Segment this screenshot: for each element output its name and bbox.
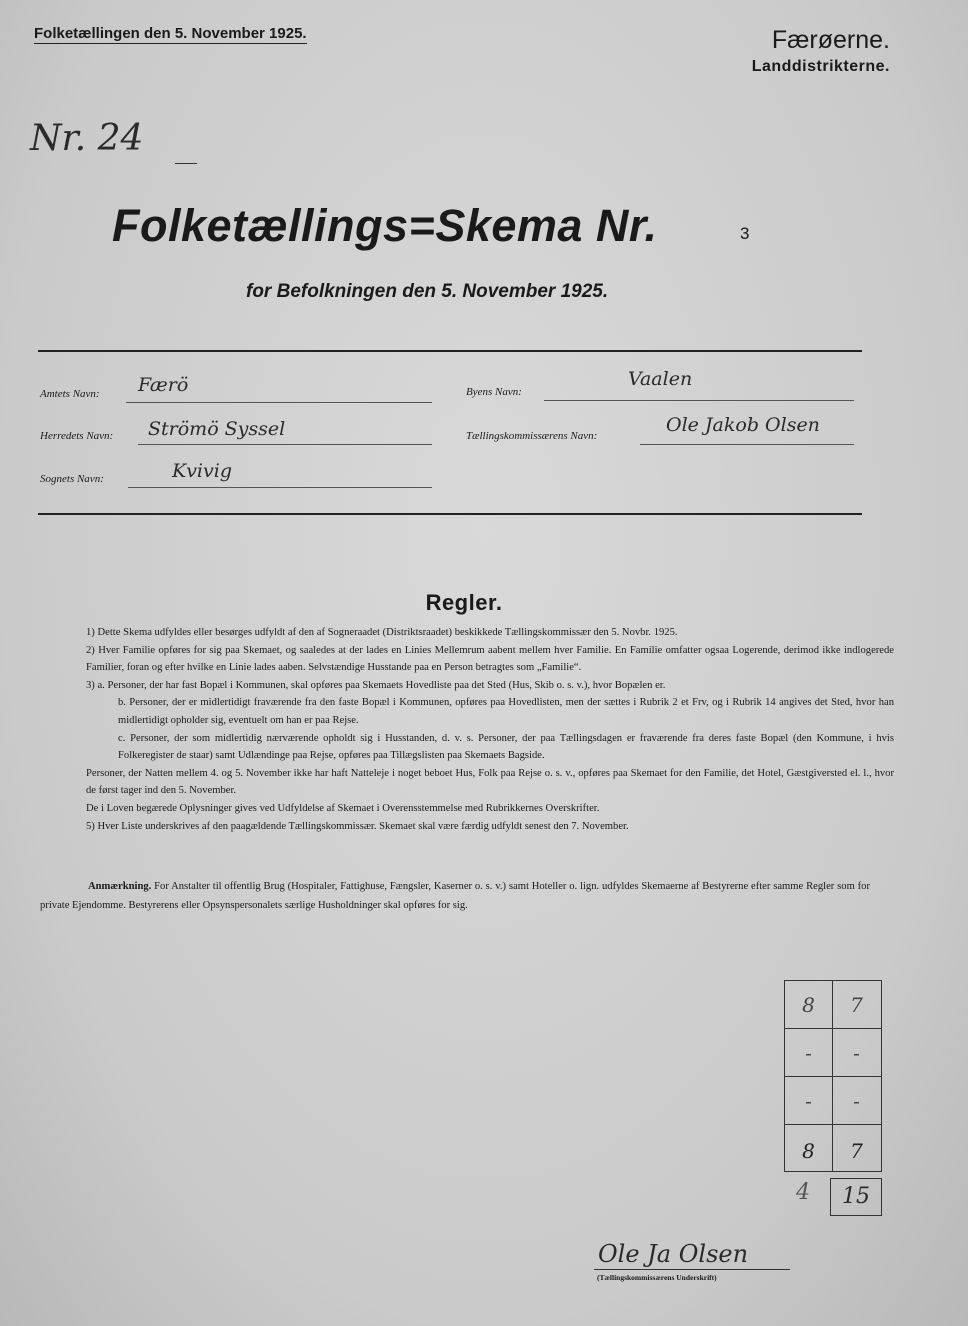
herred-line	[138, 444, 432, 445]
divider-bottom	[38, 513, 862, 515]
tally-row-line	[785, 1124, 881, 1125]
amt-value: Færö	[138, 374, 189, 396]
tally-extra-box	[830, 1178, 882, 1216]
sogn-value: Kvivig	[172, 460, 232, 482]
rule-1: 1) Dette Skema udfyldes eller besørges udfyldt af den af Sogneraadet (Distriktsraadet) beskikkede Tællingskommissær den 5. Novbr. 1925.	[86, 627, 678, 638]
rule-4b: De i Loven begærede Oplysninger gives ved Udfyldelse af Skemaet i Overensstemmelse med Rubrikkernes Overskrifter.	[86, 802, 600, 814]
document-number-underline	[175, 163, 197, 164]
signature-caption: (Tællingskommissærens Underskrift)	[597, 1273, 717, 1282]
rule-3c: c. Personer, der som midlertidig nærværende opholdt sig i Husstanden, d. v. s. Personer, der paa Tællingsdagen er fraværende fra deres faste Bopæl (den Kommune, i hvis Folkeregister de staar) samt Udlændinge paa Rejse, opføres paa Tillægslisten paa Skemaets Bagside.	[118, 732, 894, 762]
tally-cell: 7	[850, 993, 863, 1017]
divider-top	[38, 350, 862, 352]
signature-line	[594, 1269, 790, 1270]
kommissaer-value: Ole Jakob Olsen	[666, 414, 820, 436]
tally-row-line	[785, 1076, 881, 1077]
tally-cell: -	[805, 1089, 812, 1113]
rules-list	[40, 624, 894, 835]
amt-label: Amtets Navn:	[40, 388, 100, 400]
by-line	[544, 400, 854, 401]
document-number: Nr. 24	[30, 118, 144, 159]
census-header: Folketællingen den 5. November 1925.	[34, 25, 307, 42]
tally-cell: 8	[802, 993, 815, 1017]
kommissaer-line	[640, 444, 854, 445]
kommissaer-label: Tællingskommissærens Navn:	[466, 430, 598, 442]
tally-cell: 8	[802, 1139, 815, 1163]
tally-cell: 7	[850, 1139, 863, 1163]
signature-handwriting: Ole Ja Olsen	[598, 1240, 749, 1268]
tally-extra-left: 4	[796, 1180, 810, 1205]
note-text: For Anstalter til offentlig Brug (Hospitaler, Fattighuse, Fængsler, Kaserner o. s. v.) samt Hoteller o. lign. udfyldes Skemaerne af Bestyrerne efter samme Regler som for private Ejendomme. Bestyrerens eller Opsynspersonalets særlige Husholdninger skal opføres for sig.	[40, 881, 870, 911]
tally-cell: -	[853, 1089, 860, 1113]
rule-3b: b. Personer, der er midlertidigt fraværende fra den faste Bopæl i Kommunen, opføres paa Hovedlisten, men der sættes i Rubrik 2 et Frv, og i Rubrik 14 angives det Sted, hvor han midlertidigt opholder sig, eventuelt om han er paa Rejse.	[118, 697, 894, 726]
rule-4: Personer, der Natten mellem 4. og 5. November ikke har haft Natteleje i noget beboet Hus, Folk paa Rejse o. s. v., opføres paa Skemaet for den Familie, det Hotel, Gæstgiversted el. l., hvor de først tager ind den 5. November.	[86, 767, 894, 797]
by-label: Byens Navn:	[466, 386, 522, 398]
region-name: Færøerne.	[771, 26, 890, 54]
tally-cell: -	[853, 1041, 860, 1065]
form-subtitle: for Befolkningen den 5. November 1925.	[246, 281, 609, 302]
herred-value: Strömö Syssel	[148, 418, 286, 440]
rule-5: 5) Hver Liste underskrives af den paagældende Tællingskommissær. Skemaet skal være færdig udfyldt senest den 7. November.	[86, 820, 629, 832]
rule-2: 2) Hver Familie opføres for sig paa Skemaet, og saaledes at der lades en Linies Mellemrum aabent mellem hver Familie. En Familie omfatter ogsaa Logerende, derimod ikke indlogerede Familier, foran og efter hvilke en Linie lades aaben. Selvstændige Husstande paa en Person betragtes som „Familie“.	[86, 644, 894, 674]
tally-cell: -	[805, 1041, 812, 1065]
rules-heading-text: Regler.	[425, 590, 503, 615]
tally-extra-right: 15	[842, 1184, 870, 1209]
amt-line	[126, 402, 432, 403]
sogn-label: Sognets Navn:	[40, 473, 104, 485]
form-title: Folketællings=Skema Nr.	[112, 200, 658, 251]
by-value: Vaalen	[628, 368, 693, 390]
rule-3a: 3) a. Personer, der har fast Bopæl i Kommunen, skal opføres paa Skemaets Hovedliste paa det Sted (Hus, Skib o. s. v.), hvor Bopælen er.	[86, 679, 666, 691]
herred-label: Herredets Navn:	[40, 430, 114, 442]
rules-heading	[0, 590, 968, 616]
sogn-line	[128, 487, 432, 488]
subregion-name: Landdistrikterne.	[751, 58, 890, 75]
annotation-note	[40, 877, 870, 915]
tally-table	[784, 980, 882, 1172]
tally-row-line	[785, 1028, 881, 1029]
form-title-number: 3	[740, 224, 750, 243]
note-label: Anmærkning.	[88, 881, 152, 892]
